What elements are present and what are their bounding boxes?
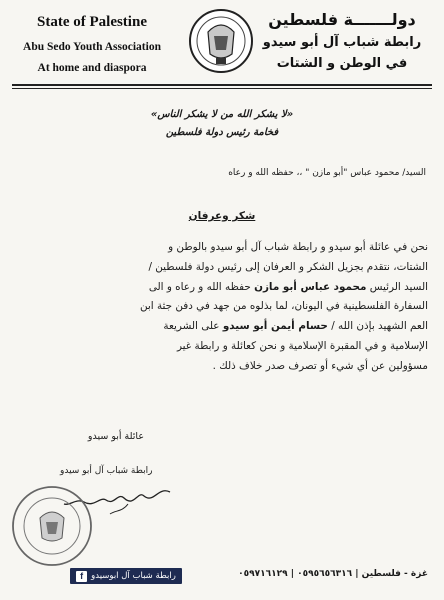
body-line: العم الشهيد بإذن الله / حسام أيمن أبو سيدو على الشريعة: [163, 320, 428, 333]
header-divider: [12, 84, 432, 86]
recipient-line: فخامة رئيس دولة فلسطين: [165, 127, 279, 138]
signature-family: عائلة أبو سيدو: [87, 431, 144, 442]
association-logo-icon: [186, 6, 256, 76]
quote-line: «لا يشكر الله من لا يشكر الناس»: [150, 109, 294, 120]
body-line: الشتات، نتقدم بجزيل الشكر و العرفان إلى رئيس دولة فلسطين /: [148, 260, 428, 273]
header-ar-location: في الوطن و الشتات: [276, 56, 408, 71]
facebook-label: رابطة شباب آل ابوسيدو: [91, 571, 176, 581]
header-divider-thin: [12, 88, 432, 89]
signature-association: رابطة شباب آل أبو سيدو: [60, 466, 153, 476]
header-english: [12, 14, 172, 74]
header-arabic: [252, 10, 432, 71]
header-ar-association: رابطة شباب آل أبو سيدو: [262, 35, 422, 50]
footer-contact: غزة - فلسطين | ٠٥٩٥٦٥٦٣١٦ | ٠٥٩٧١٦١٢٩: [238, 569, 428, 579]
header-en-association: Abu Sedo Youth Association: [23, 41, 161, 53]
header-en-location: At home and diaspora: [37, 62, 147, 74]
body-line: السيد الرئيس محمود عباس أبو مازن حفظه الله و رعاه و الى: [148, 280, 428, 293]
body-line: الإسلامية و في المقبرة الإسلامية و نحن كعائلة و رابطة غير: [176, 339, 428, 352]
body-line: نحن في عائلة أبو سيدو و رابطة شباب آل أبو سيدو بالوطن و: [168, 241, 428, 253]
body-line: السفارة الفلسطينية في اليونان، لما بذلوه من جهد في دفن جثة ابن: [139, 300, 428, 313]
body-line: مسؤولين عن أي شيء أو تصرف صدر خلاف ذلك .: [212, 359, 428, 372]
martyr-name: حسام أيمن أبو سيدو: [222, 320, 328, 333]
facebook-icon: f: [76, 571, 87, 582]
association-stamp-icon: [10, 484, 94, 568]
subject-heading: شكر وعرفان: [188, 210, 256, 222]
header-ar-state: دولـــــــة فلسطين: [268, 10, 416, 29]
president-name: محمود عباس أبو مازن: [254, 280, 367, 293]
header-en-state: State of Palestine: [37, 14, 147, 30]
salutation-line: السيد/ محمود عباس "أبو مازن " ،، حفظه الله و رعاه: [228, 168, 426, 178]
facebook-page-badge[interactable]: [70, 568, 182, 584]
letter-body: [18, 238, 428, 377]
